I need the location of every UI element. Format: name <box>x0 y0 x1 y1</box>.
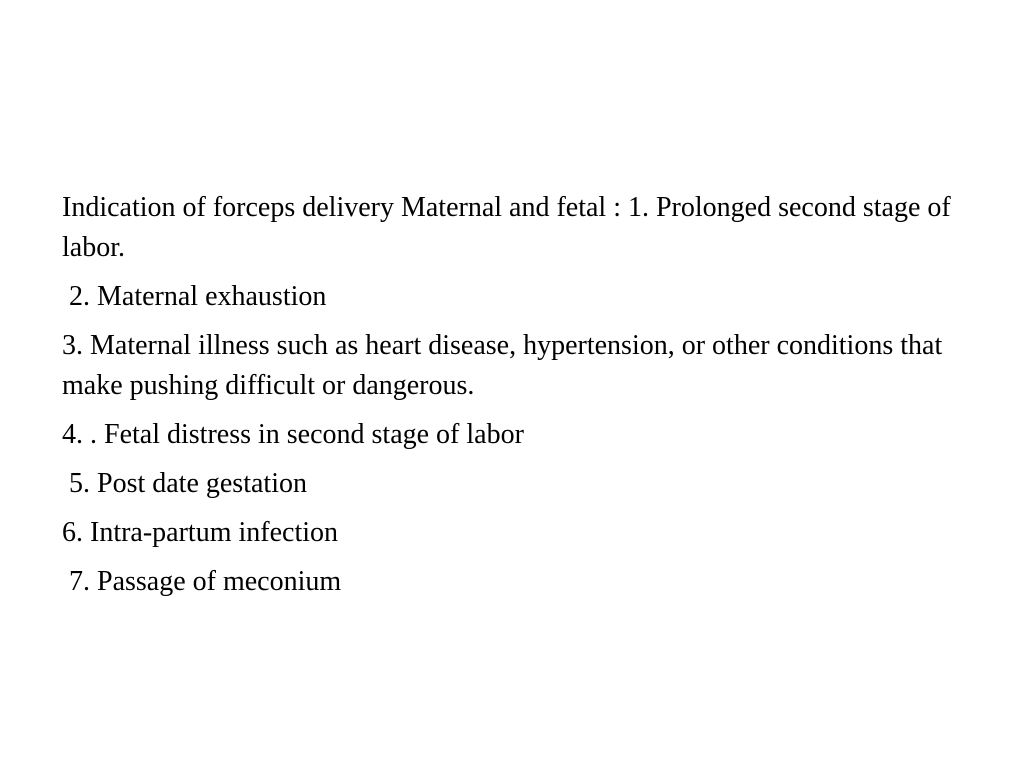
list-item: 7. Passage of meconium <box>62 566 342 597</box>
list-item: 5. Post date gestation <box>62 468 307 499</box>
list-item: 2. Maternal exhaustion <box>62 281 327 312</box>
list-item: 4. . Fetal distress in second stage of labor <box>62 419 524 450</box>
list-item: 3. Maternal illness such as heart disease, hypertension, or other conditions that make pushing difficult or dangerous. <box>62 330 950 401</box>
indication-heading-paragraph: Indication of forceps delivery Maternal and fetal : 1. Prolonged second stage of labor. <box>62 192 958 263</box>
list-item: 6. Intra-partum infection <box>62 517 339 548</box>
slide-body-text <box>62 188 962 611</box>
